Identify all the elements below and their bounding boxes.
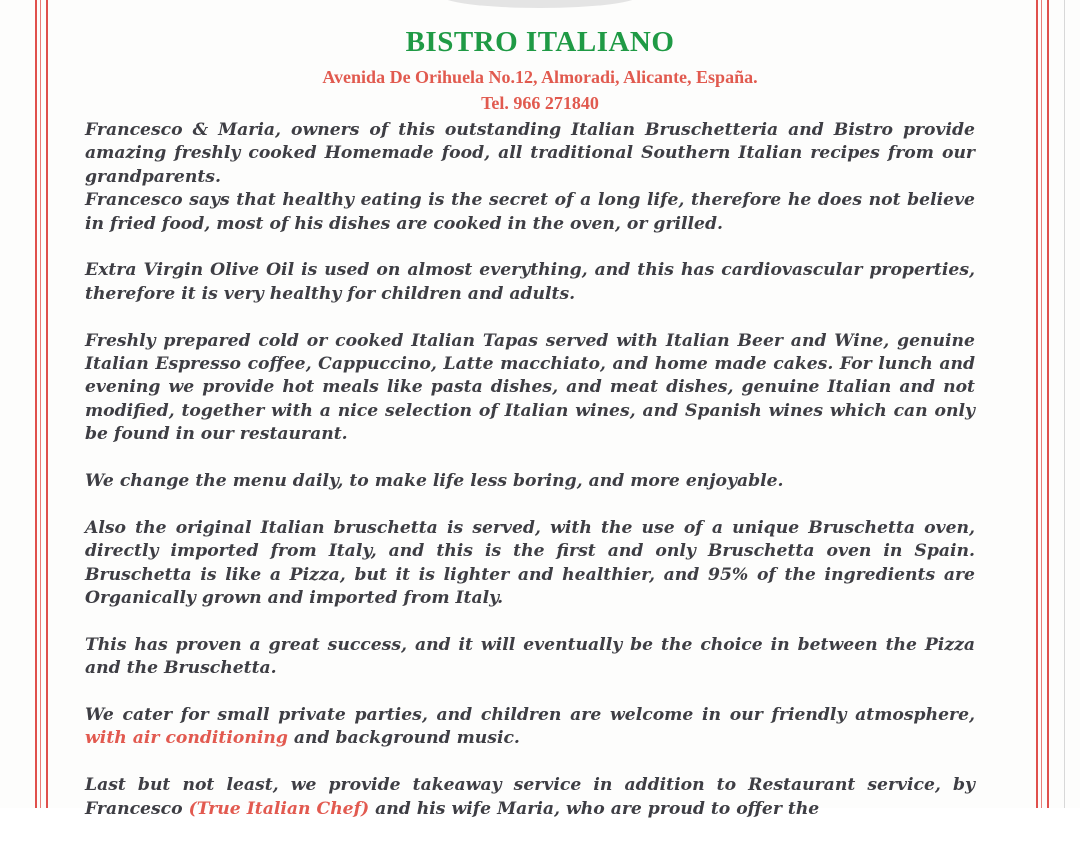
takeaway-text-start: Last but not least, we provide takeaway service in addition to Restaurant service, by Francesco xyxy=(85,775,975,819)
right-border-line xyxy=(1041,0,1042,808)
paragraph-success: This has proven a great success, and it will eventually be the choice in between the Pizza and the Bruschetta. xyxy=(85,634,975,679)
scan-smudge xyxy=(440,0,640,8)
air-conditioning-highlight: with air conditioning xyxy=(85,728,288,749)
chef-highlight: (True Italian Chef) xyxy=(188,798,370,819)
paragraph-parties xyxy=(85,704,975,751)
restaurant-phone: Tel. 966 271840 xyxy=(481,93,599,113)
paragraph-bruschetta: Also the original Italian bruschetta is served, with the use of a unique Bruschetta oven, directly imported from Italy, and this is the first and only Bruschetta oven in Spain. Bruschetta is like a Pizza, but it is lighter and healthier, and 95% of the ingredients are Organically grown and imported from Italy. xyxy=(85,517,975,609)
paragraph-owners: Francesco & Maria, owners of this outstanding Italian Bruschetteria and Bistro provide amazing freshly cooked Homemade food, all traditional Southern Italian recipes from our grandparents. xyxy=(85,120,975,187)
paragraph-takeaway xyxy=(85,774,975,821)
paragraph-tapas: Freshly prepared cold or cooked Italian Tapas served with Italian Beer and Wine, genuine Italian Espresso coffee, Cappuccino, Latte macchiato, and home made cakes. For lunch and evening we provide hot meals like pasta dishes, and meat dishes, genuine Italian and not modified, together with a nice selection of Italian wines, and Spanish wines which can only be found in our restaurant. xyxy=(85,330,975,445)
left-border-line xyxy=(46,0,48,808)
paragraph-menu-daily: We change the menu daily, to make life less boring, and more enjoyable. xyxy=(85,471,784,492)
paragraph-healthy-eating: Francesco says that healthy eating is the secret of a long life, therefore he does not believe in fried food, most of his dishes are cooked in the oven, or grilled. xyxy=(85,190,975,234)
right-border-line xyxy=(1047,0,1049,808)
parties-text-end: and background music. xyxy=(287,728,520,749)
paragraph-olive-oil: Extra Virgin Olive Oil is used on almost everything, and this has cardiovascular properties, therefore it is very healthy for children and adults. xyxy=(85,260,975,304)
right-border-line xyxy=(1036,0,1038,808)
description-body xyxy=(85,119,975,844)
left-border-line xyxy=(40,0,41,808)
takeaway-text-end: and his wife Maria, who are proud to offer the xyxy=(369,798,820,819)
scan-edge xyxy=(1064,0,1065,808)
restaurant-title: BISTRO ITALIANO xyxy=(405,26,675,58)
parties-text-start: We cater for small private parties, and children are welcome in our friendly atmosphere, xyxy=(85,705,975,726)
restaurant-address: Avenida De Orihuela No.12, Almoradi, Alicante, España. xyxy=(322,67,758,87)
left-border-line xyxy=(35,0,37,808)
